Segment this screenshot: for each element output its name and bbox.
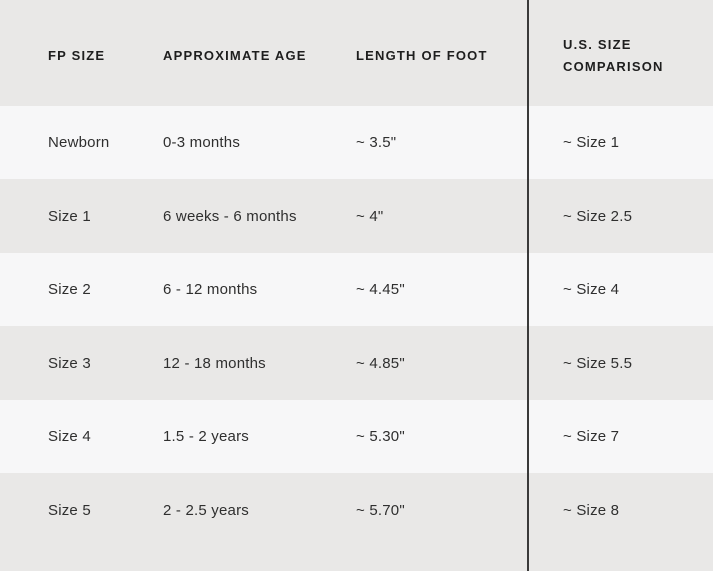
table-row (0, 106, 713, 179)
cell-fp-size: Size 5 (48, 501, 91, 519)
cell-fp-size: Size 2 (48, 281, 91, 298)
header-row (0, 0, 713, 106)
table-row (0, 326, 713, 400)
cell-us-size: ~ Size 5.5 (563, 354, 633, 372)
column-header-fp-size: FP SIZE (48, 48, 106, 63)
cell-age: 6 weeks - 6 months (163, 207, 297, 225)
cell-fp-size: Newborn (48, 134, 110, 151)
column-header-us-size-comparison: U.S. SIZE COMPARISON (563, 37, 664, 74)
column-header-length-of-foot: LENGTH OF FOOT (356, 48, 488, 63)
cell-us-size: ~ Size 1 (563, 134, 620, 151)
table-row (0, 473, 713, 571)
cell-fp-size: Size 3 (48, 354, 91, 372)
cell-age: 0-3 months (163, 134, 241, 151)
cell-age: 2 - 2.5 years (163, 501, 249, 519)
cell-foot-length: ~ 4.85" (356, 354, 405, 372)
cell-fp-size: Size 1 (48, 207, 91, 225)
table-row (0, 400, 713, 473)
table-row (0, 253, 713, 326)
cell-us-size: ~ Size 7 (563, 428, 620, 445)
cell-us-size: ~ Size 8 (563, 501, 620, 519)
table-row (0, 179, 713, 253)
cell-age: 6 - 12 months (163, 281, 258, 298)
cell-foot-length: ~ 5.70" (356, 501, 405, 519)
column-divider (527, 0, 529, 571)
cell-age: 12 - 18 months (163, 354, 266, 372)
cell-foot-length: ~ 5.30" (356, 428, 405, 445)
cell-foot-length: ~ 4" (356, 207, 384, 225)
column-header-approximate-age: APPROXIMATE AGE (163, 48, 307, 63)
cell-us-size: ~ Size 2.5 (563, 207, 633, 225)
cell-foot-length: ~ 4.45" (356, 281, 405, 298)
cell-age: 1.5 - 2 years (163, 428, 249, 445)
cell-fp-size: Size 4 (48, 428, 91, 445)
cell-us-size: ~ Size 4 (563, 281, 620, 298)
cell-foot-length: ~ 3.5" (356, 134, 397, 151)
